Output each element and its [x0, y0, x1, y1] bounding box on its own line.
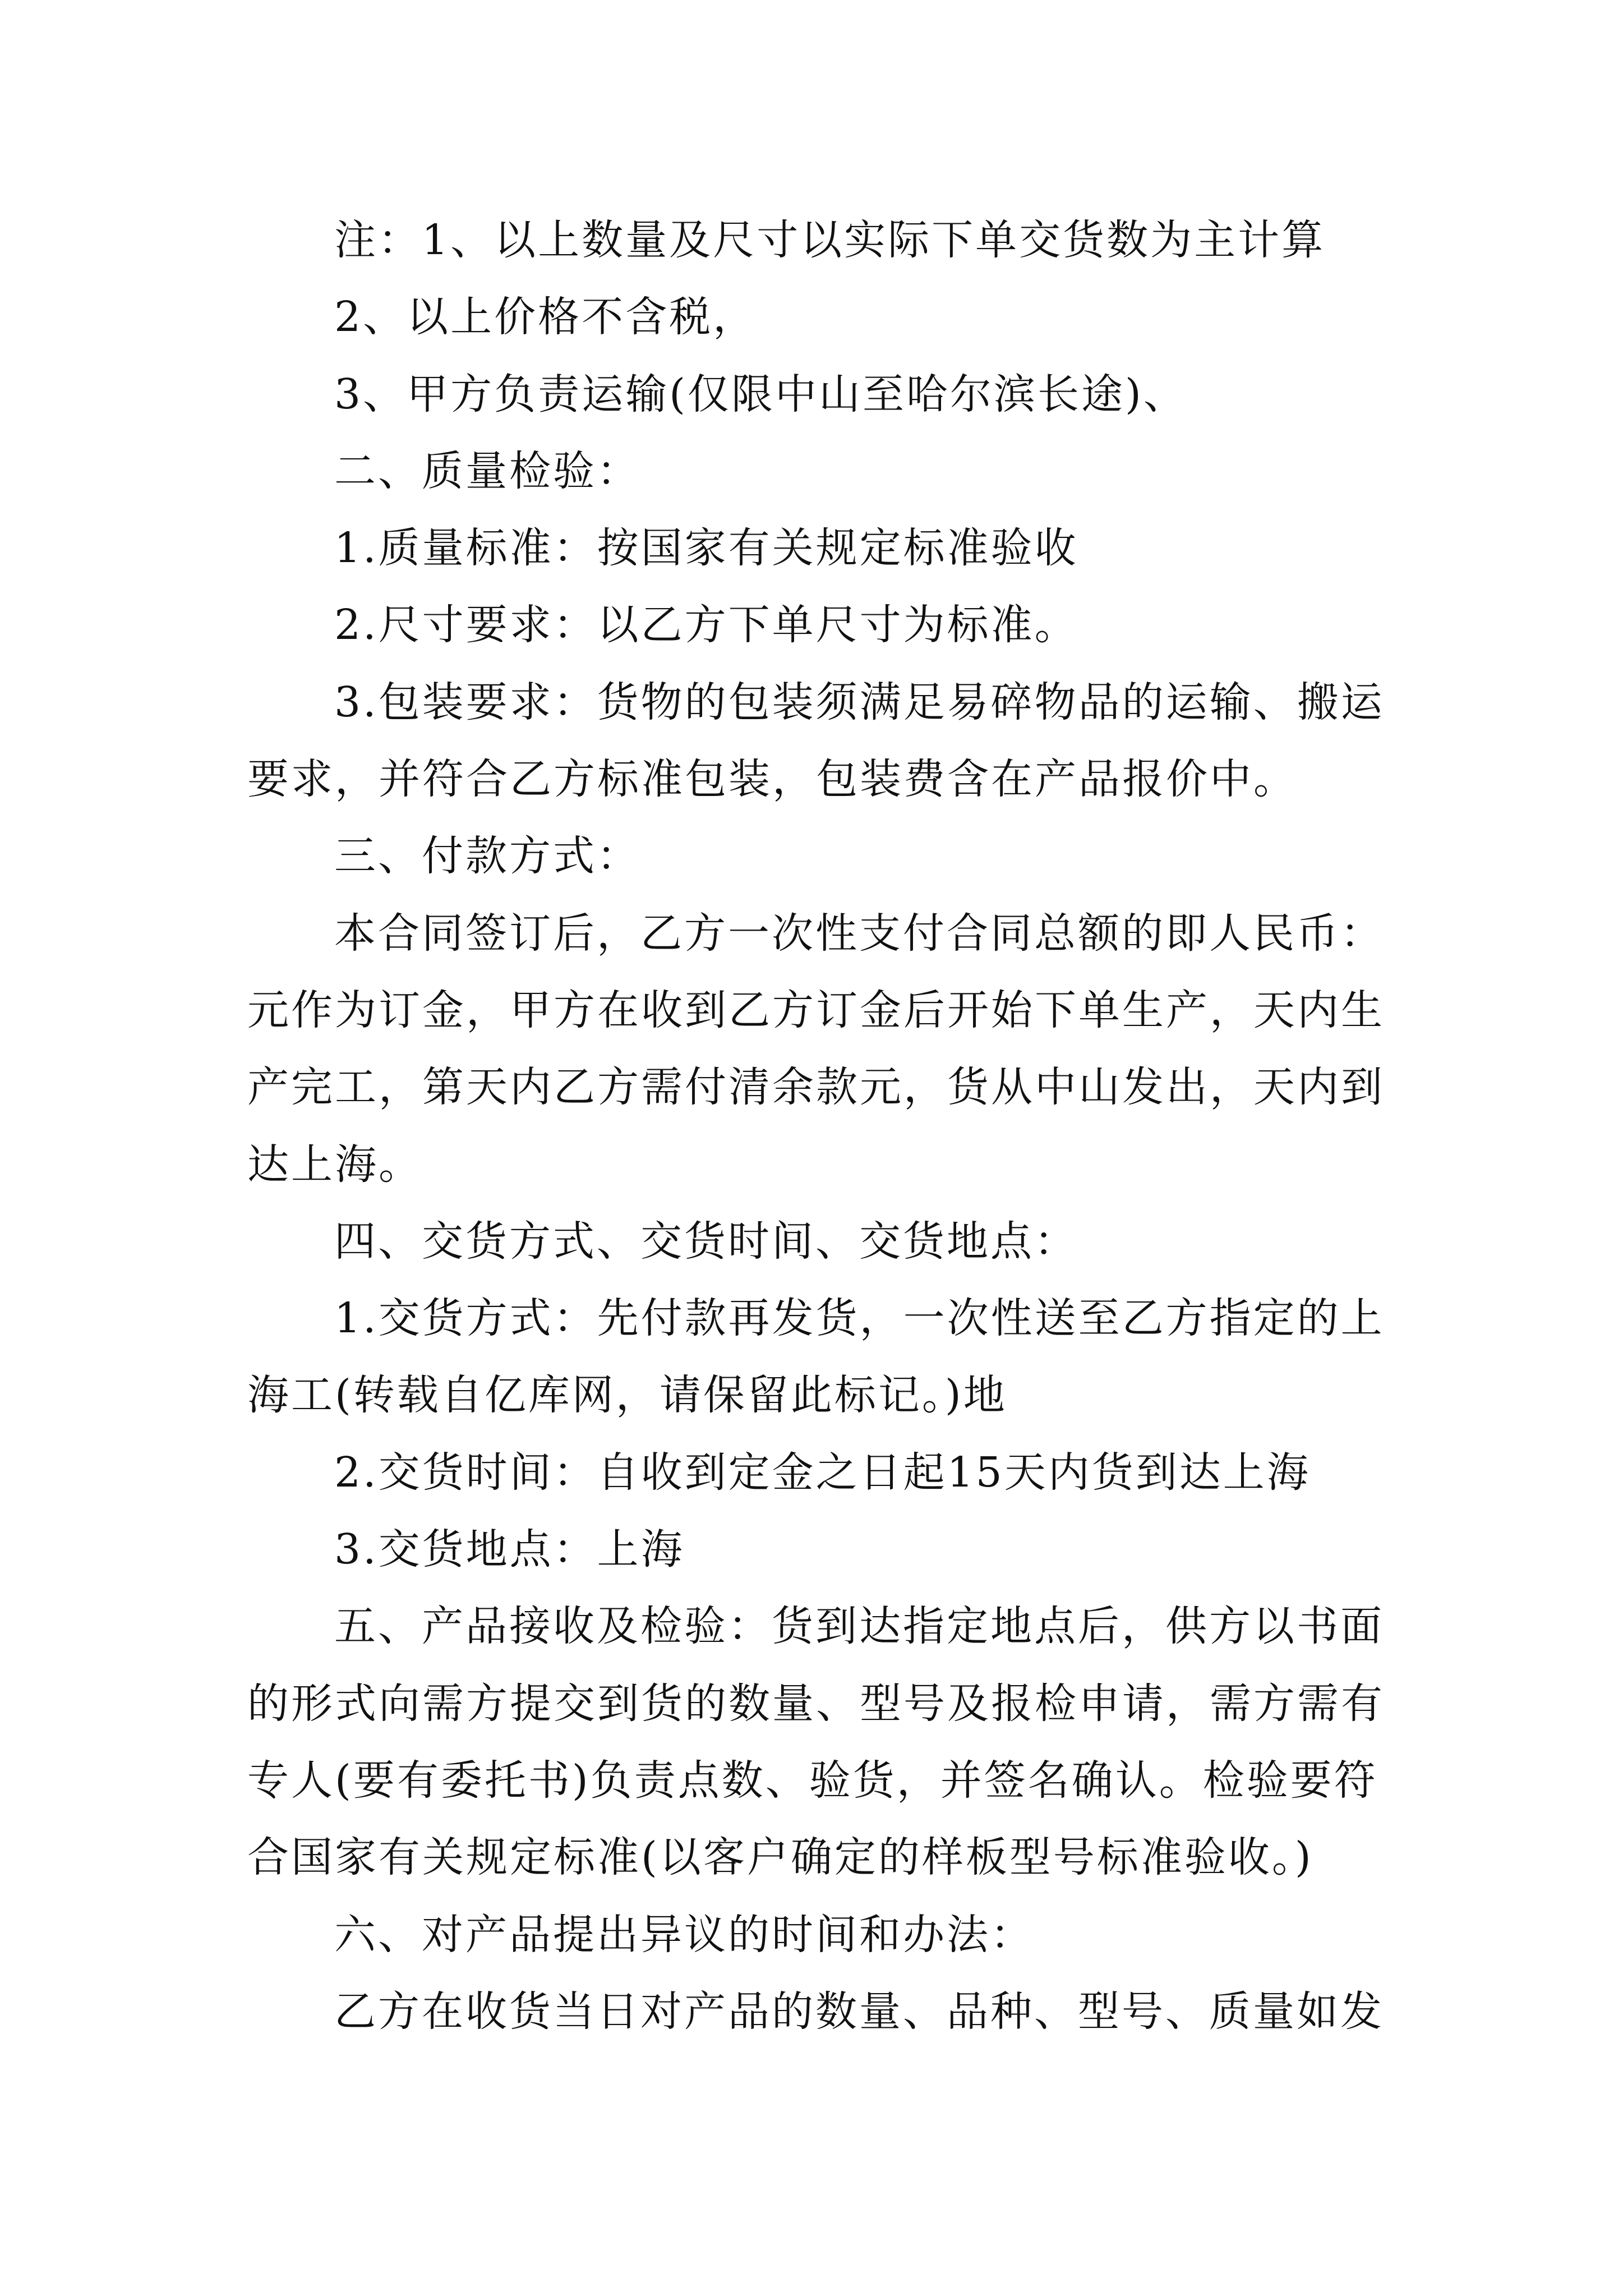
text-line: 注：1、以上数量及尺寸以实际下单交货数为主计算: [334, 216, 1326, 264]
section-heading: 三、付款方式：: [334, 832, 640, 881]
text-line: 1.质量标准：按国家有关规定标准验收: [334, 524, 1078, 573]
text-line: 要求，并符合乙方标准包装，包装费含在产品报价中。: [247, 755, 1297, 804]
section-heading: 六、对产品提出异议的时间和办法：: [334, 1910, 1034, 1959]
text-line: 合国家有关规定标准(以客户确定的样板型号标准验收。): [247, 1833, 1313, 1882]
text-line: 产完工，第天内乙方需付清余款元，货从中山发出，天内到: [247, 1063, 1385, 1112]
text-line: 元作为订金，甲方在收到乙方订金后开始下单生产，天内生: [247, 986, 1385, 1034]
text-line: 达上海。: [247, 1140, 422, 1189]
text-line: 2.交货时间：自收到定金之日起15天内货到达上海: [334, 1448, 1311, 1497]
text-line: 2.尺寸要求：以乙方下单尺寸为标准。: [334, 601, 1078, 650]
text-line: 专人(要有委托书)负责点数、验货，并签名确认。检验要符: [247, 1756, 1378, 1805]
text-line: 的形式向需方提交到货的数量、型号及报检申请，需方需有: [247, 1679, 1385, 1728]
text-line: 本合同签订后，乙方一次性支付合同总额的即人民币：: [334, 909, 1384, 958]
text-line: 乙方在收货当日对产品的数量、品种、型号、质量如发: [334, 1987, 1384, 2036]
text-line: 2、以上价格不含税，: [334, 293, 757, 342]
section-heading: 二、质量检验：: [334, 447, 640, 495]
text-line: 1.交货方式：先付款再发货，一次性送至乙方指定的上: [334, 1294, 1385, 1343]
section-heading: 五、产品接收及检验：货到达指定地点后，供方以书面: [334, 1602, 1384, 1651]
text-line: 海工(转载自亿库网，请保留此标记。)地: [247, 1371, 1007, 1420]
text-line: 3、甲方负责运输(仅限中山至哈尔滨长途)、: [334, 370, 1187, 418]
section-heading: 四、交货方式、交货时间、交货地点：: [334, 1217, 1078, 1266]
text-line: 3.交货地点：上海: [334, 1525, 685, 1574]
text-line: 3.包装要求：货物的包装须满足易碎物品的运输、搬运: [334, 678, 1385, 726]
document-body: [247, 202, 1391, 2050]
